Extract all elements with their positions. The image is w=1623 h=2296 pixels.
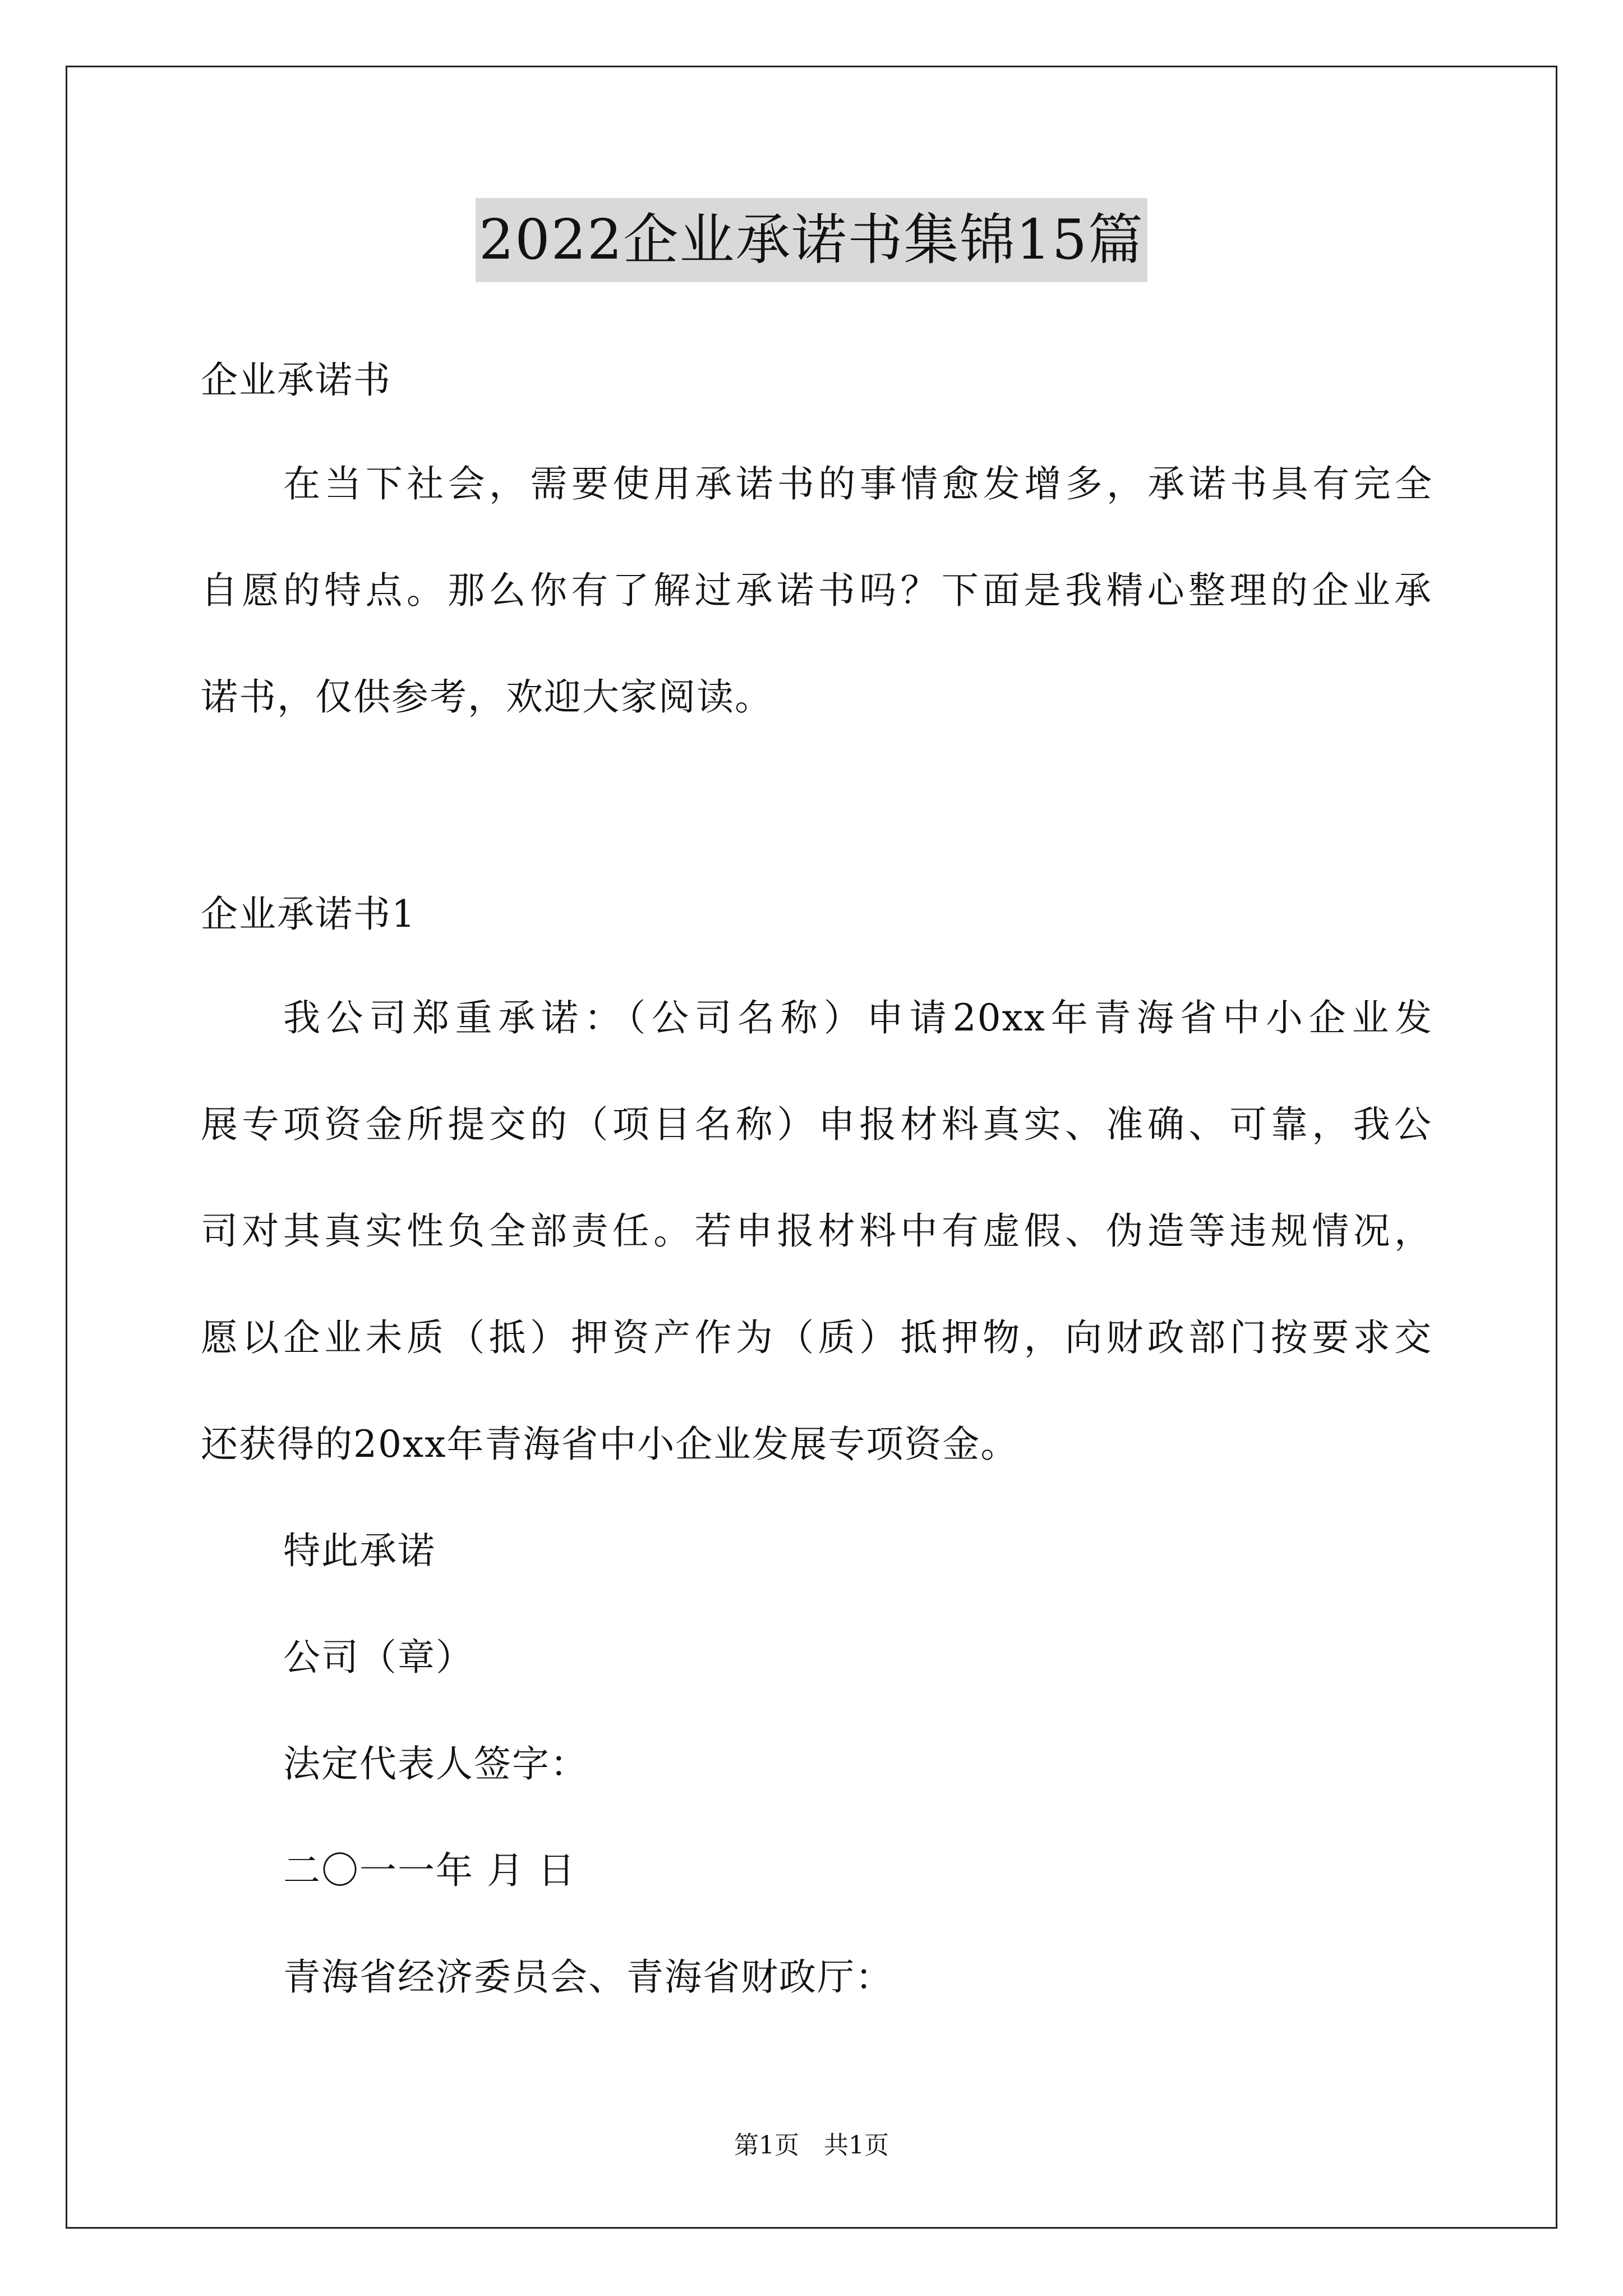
section1-line-3 [201,1206,1432,1257]
document-title: 2022企业承诺书集锦15篇 [476,198,1147,282]
section1-line-1-text: 我公司郑重承诺：（公司名称）申请20xx年青海省中小企业发 [283,996,1433,1039]
section1-line-1 [283,993,1433,1043]
section1-line-3-text: 司对其真实性负全部责任。若申报材料中有虚假、伪造等违规情况， [201,1209,1432,1253]
intro-line-1-text: 在当下社会，需要使用承诺书的事情愈发增多，承诺书具有完全 [283,462,1433,505]
closing-date: 二〇一一年 月 日 [283,1849,576,1892]
closing-special-promise: 特此承诺 [283,1529,436,1572]
intro-line-2 [201,565,1432,616]
section1-line-5: 还获得的20xx年青海省中小企业发展专项资金。 [201,1423,1019,1466]
intro-line-3: 诺书，仅供参考，欢迎大家阅读。 [201,675,773,719]
section1-line-2-text: 展专项资金所提交的（项目名称）申报材料真实、准确、可靠，我公 [201,1103,1432,1146]
page-footer: 第1页 共1页 [734,2131,889,2160]
section1-line-4-text: 愿以企业未质（抵）押资产作为（质）抵押物，向财政部门按要求交 [201,1316,1432,1359]
section1-line-2 [201,1099,1432,1150]
closing-addressee: 青海省经济委员会、青海省财政厅： [283,1955,893,1999]
intro-line-2-text: 自愿的特点。那么你有了解过承诺书吗？下面是我精心整理的企业承 [201,569,1432,612]
closing-company-seal: 公司（章） [283,1636,474,1679]
intro-heading: 企业承诺书 [201,358,391,402]
section1-line-4 [201,1313,1432,1363]
closing-legal-rep-signature: 法定代表人签字： [283,1742,588,1786]
title-container [0,198,1623,282]
intro-line-1 [283,459,1433,509]
section1-heading: 企业承诺书1 [201,892,416,936]
